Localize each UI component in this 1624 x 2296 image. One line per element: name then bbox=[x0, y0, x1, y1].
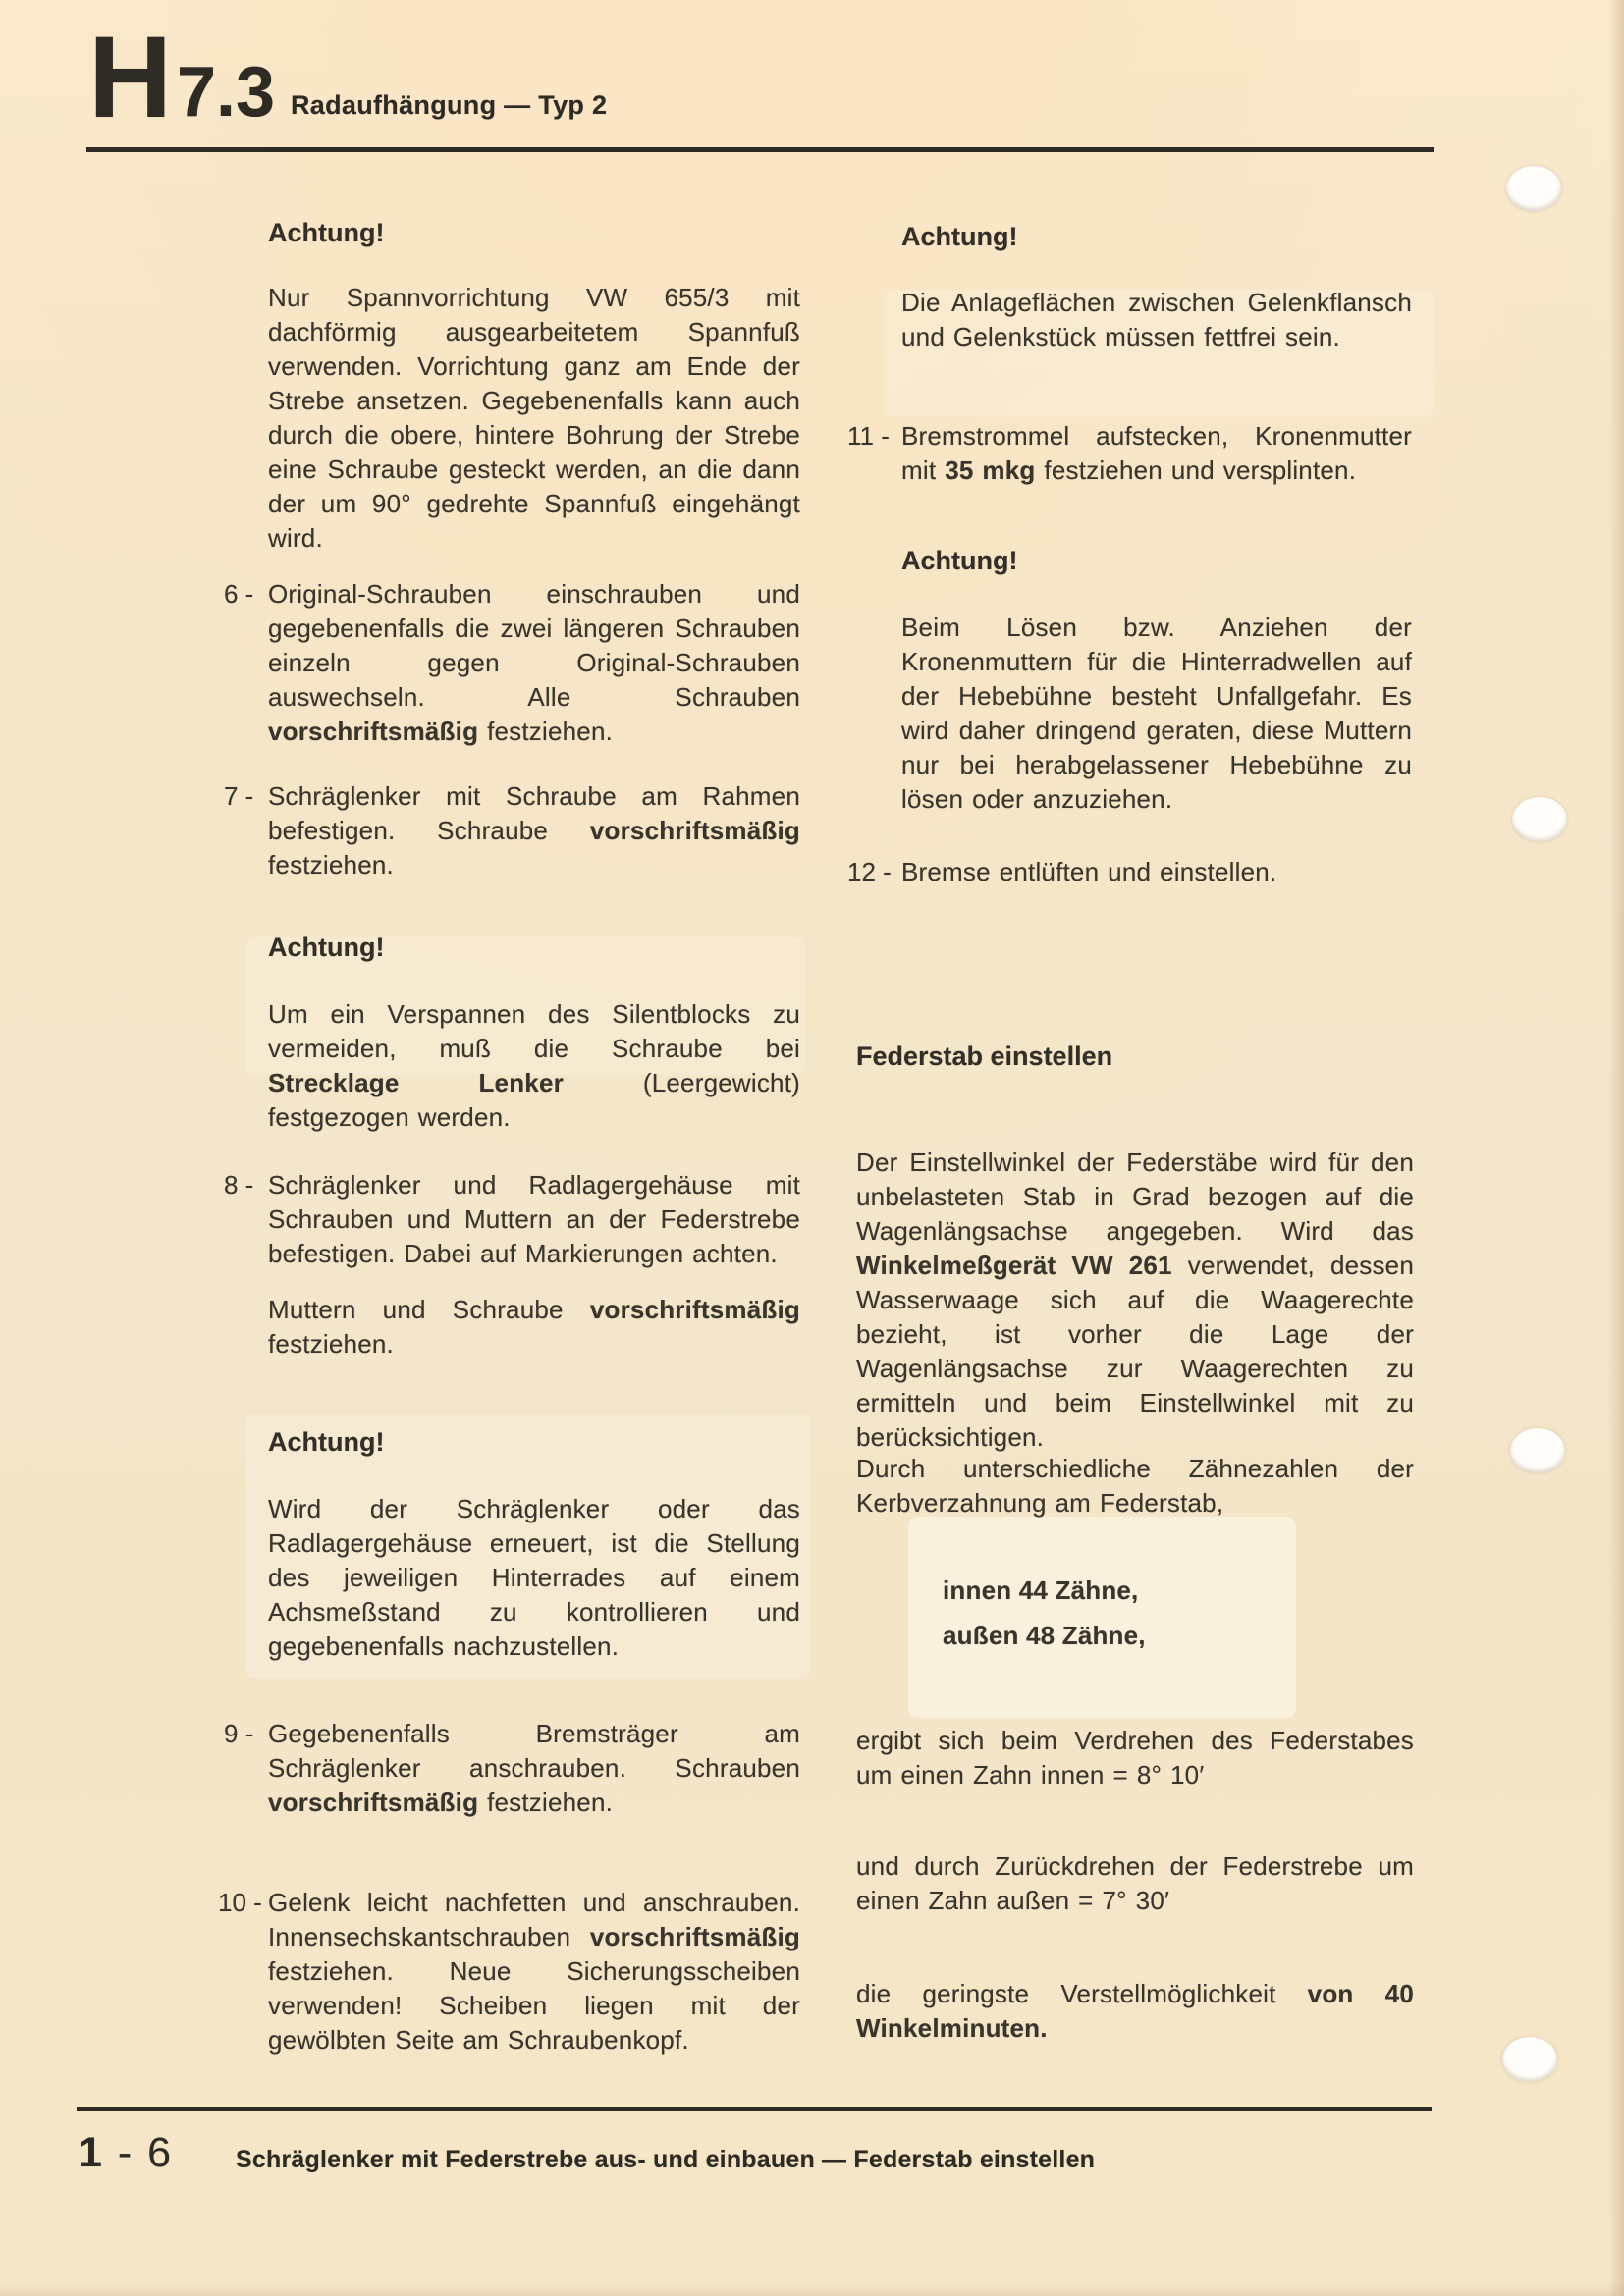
item-number: 6 - bbox=[224, 579, 254, 609]
numbered-item bbox=[847, 855, 1412, 889]
scan-light-patch bbox=[908, 1517, 1296, 1718]
item-text: Bremstrommel aufstecken, Kronenmutter mit 35 mkg festziehen und versplinten. bbox=[901, 421, 1412, 485]
teeth-count-inner: innen 44 Zähne, bbox=[943, 1575, 1139, 1605]
paragraph: Der Einstellwinkel der Federstäbe wird für den unbelasteten Stab in Grad bezogen auf die Wagenlängsachse angegeben. Wird das Winkelmeßgerät VW 261 verwendet, dessen Wasserwaage sich auf die Waagerechte bezieht, ist vorher die Lage der Wagenlängsachse zur Waagerechten zu ermitteln und beim Einstellwinkel mit zu berücksichtigen. bbox=[856, 1148, 1414, 1452]
item-number: 10 - bbox=[218, 1888, 262, 1917]
header-rule bbox=[86, 147, 1434, 152]
footer-rule bbox=[77, 2107, 1432, 2111]
page-number: 1 - 6 bbox=[79, 2129, 174, 2176]
item-number: 8 - bbox=[224, 1170, 254, 1200]
numbered-item bbox=[218, 1886, 800, 2057]
punch-hole bbox=[1510, 1428, 1565, 1473]
item-text: Gegebenenfalls Bremsträger am Schräglenker anschrauben. Schrauben vorschriftsmäßig festziehen. bbox=[268, 1719, 800, 1817]
warning-heading: Achtung! bbox=[901, 222, 1018, 251]
paragraph: Muttern und Schraube vorschriftsmäßig festziehen. bbox=[268, 1295, 800, 1359]
paragraph: und durch Zurückdrehen der Federstrebe um einen Zahn außen = 7° 30′ bbox=[856, 1851, 1414, 1915]
paragraph: Um ein Verspannen des Silentblocks zu vermeiden, muß die Schraube bei Strecklage Lenker (Leergewicht) festgezogen werden. bbox=[268, 999, 800, 1132]
warning-heading: Achtung! bbox=[268, 1427, 385, 1457]
punch-hole bbox=[1502, 2037, 1557, 2082]
item-number: 9 - bbox=[224, 1719, 254, 1748]
paragraph: ergibt sich beim Verdrehen des Federstabes um einen Zahn innen = 8° 10′ bbox=[856, 1726, 1414, 1789]
numbered-item bbox=[224, 577, 800, 749]
numbered-item bbox=[224, 779, 800, 882]
teeth-count-outer: außen 48 Zähne, bbox=[943, 1621, 1146, 1650]
item-number: 12 - bbox=[847, 857, 892, 886]
section-heading: Federstab einstellen bbox=[856, 1041, 1113, 1071]
warning-heading: Achtung! bbox=[268, 933, 385, 962]
item-text: Bremse entlüften und einstellen. bbox=[901, 857, 1277, 886]
warning-heading: Achtung! bbox=[268, 218, 385, 247]
paragraph: Durch unterschiedliche Zähnezahlen der Kerbverzahnung am Federstab, bbox=[856, 1454, 1414, 1518]
numbered-item bbox=[224, 1717, 800, 1820]
paragraph: die geringste Verstellmöglichkeit von 40 Winkelminuten. bbox=[856, 1979, 1414, 2043]
section-number: 7.3 bbox=[177, 53, 276, 132]
item-text: Schräglenker und Radlagergehäuse mit Schrauben und Muttern an der Federstrebe befestigen. Dabei auf Markierungen achten. bbox=[268, 1170, 800, 1268]
punch-hole bbox=[1506, 166, 1561, 211]
item-number: 11 - bbox=[847, 421, 890, 451]
item-text: Gelenk leicht nachfetten und anschrauben. Innensechskantschrauben vorschriftsmäßig festziehen. Neue Sicherungsscheiben verwenden! Scheiben liegen mit der gewölbten Seite am Schraubenkopf. bbox=[268, 1888, 800, 2055]
footer-caption: Schräglenker mit Federstrebe aus- und einbauen — Federstab einstellen bbox=[236, 2146, 1096, 2173]
item-number: 7 - bbox=[224, 781, 254, 811]
numbered-item bbox=[224, 1168, 800, 1271]
item-text: Original-Schrauben einschrauben und gegebenenfalls die zwei längeren Schrauben einzeln gegen Original-Schrauben auswechseln. Alle Schrauben vorschriftsmäßig festziehen. bbox=[268, 579, 800, 746]
item-text: Schräglenker mit Schraube am Rahmen befestigen. Schraube vorschriftsmäßig festziehen. bbox=[268, 781, 800, 880]
page-title: Radaufhängung — Typ 2 bbox=[291, 90, 608, 120]
paragraph: Wird der Schräglenker oder das Radlagergehäuse erneuert, ist die Stellung des jeweiligen Hinterrades auf einem Achsmeßstand zu kontrollieren und gegebenenfalls nachzustellen. bbox=[268, 1494, 800, 1661]
warning-heading: Achtung! bbox=[901, 546, 1018, 575]
punch-hole bbox=[1512, 797, 1567, 842]
paragraph: Nur Spannvorrichtung VW 655/3 mit dachförmig ausgearbeitetem Spannfuß verwenden. Vorrichtung ganz am Ende der Strebe ansetzen. Gegebenenfalls kann auch durch die obere, hintere Bohrung der Strebe eine Schraube gesteckt werden, an die dann der um 90° gedrehte Spannfuß eingehängt wird. bbox=[268, 283, 800, 553]
numbered-item bbox=[847, 419, 1412, 488]
paragraph: Beim Lösen bzw. Anziehen der Kronenmuttern für die Hinterradwellen auf der Hebebühne besteht Unfallgefahr. Es wird daher dringend geraten, diese Muttern nur bei herabgelassener Hebebühne zu lösen oder anzuziehen. bbox=[901, 613, 1412, 814]
paragraph: Die Anlageflächen zwischen Gelenkflansch und Gelenkstück müssen fettfrei sein. bbox=[901, 288, 1412, 351]
section-letter: H bbox=[88, 13, 171, 142]
